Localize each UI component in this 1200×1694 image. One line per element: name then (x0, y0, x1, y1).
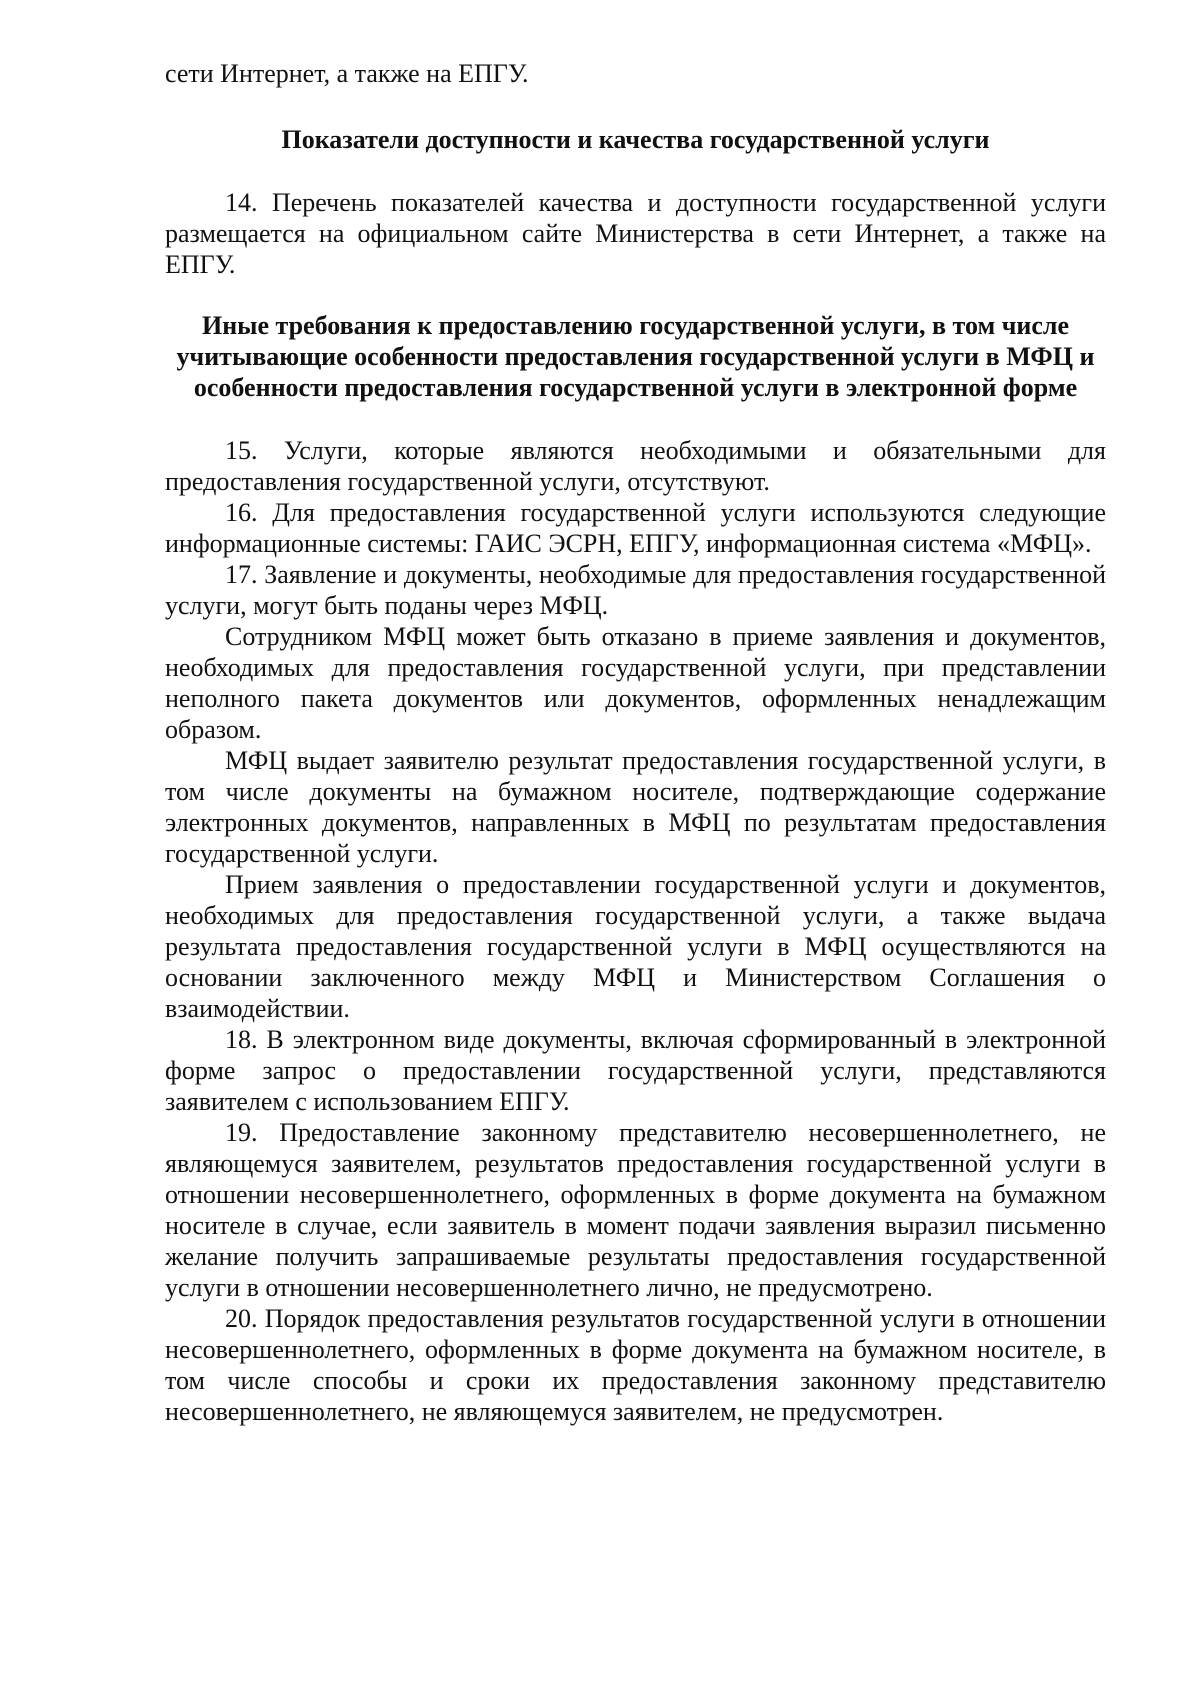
section-heading-accessibility: Показатели доступности и качества государственной услуги (281, 125, 990, 154)
paragraph-17: 17. Заявление и документы, необходимые для предоставления государственной услуги, могут быть поданы через МФЦ. (165, 560, 1106, 620)
paragraph-16: 16. Для предоставления государственной услуги используются следующие информационные системы: ГАИС ЭСРН, ЕПГУ, информационная система «МФЦ». (165, 498, 1106, 558)
section-heading-other-requirements: Иные требования к предоставлению государственной услуги, в том числе учитывающие особенности предоставления государственной услуги в МФЦ и особенности предоставления государственной услуги в электронной форме (176, 311, 1095, 402)
paragraph-17-issuance: МФЦ выдает заявителю результат предоставления государственной услуги, в том числе документы на бумажном носителе, подтверждающие содержание электронных документов, направленных в МФЦ по результатам предоставления государственной услуги. (165, 746, 1106, 868)
paragraph-17-refusal: Сотрудником МФЦ может быть отказано в приеме заявления и документов, необходимых для предоставления государственной услуги, при представлении неполного пакета документов или документов, оформленных ненадлежащим образом. (165, 622, 1106, 744)
paragraph-15: 15. Услуги, которые являются необходимыми и обязательными для предоставления государственной услуги, отсутствуют. (165, 436, 1106, 496)
paragraph-18: 18. В электронном виде документы, включая сформированный в электронной форме запрос о предоставлении государственной услуги, представляются заявителем с использованием ЕПГУ. (165, 1025, 1106, 1116)
document-body (165, 58, 1106, 1427)
paragraph-20: 20. Порядок предоставления результатов государственной услуги в отношении несовершеннолетнего, оформленных в форме документа на бумажном носителе, в том числе способы и сроки их предоставления законному представителю несовершеннолетнего, не являющемуся заявителем, не предусмотрен. (165, 1304, 1106, 1426)
opening-line: сети Интернет, а также на ЕПГУ. (165, 59, 529, 88)
paragraph-19: 19. Предоставление законному представителю несовершеннолетнего, не являющемуся заявителем, результатов предоставления государственной услуги в отношении несовершеннолетнего, оформленных в форме документа на бумажном носителе в случае, если заявитель в момент подачи заявления выразил письменно желание получить запрашиваемые результаты предоставления государственной услуги в отношении несовершеннолетнего лично, не предусмотрено. (165, 1118, 1106, 1302)
paragraph-17-agreement: Прием заявления о предоставлении государственной услуги и документов, необходимых для предоставления государственной услуги, а также выдача результата предоставления государственной услуги в МФЦ осуществляются на основании заключенного между МФЦ и Министерством Соглашения о взаимодействии. (165, 870, 1106, 1023)
paragraph-14: 14. Перечень показателей качества и доступности государственной услуги размещается на официальном сайте Министерства в сети Интернет, а также на ЕПГУ. (165, 188, 1106, 279)
